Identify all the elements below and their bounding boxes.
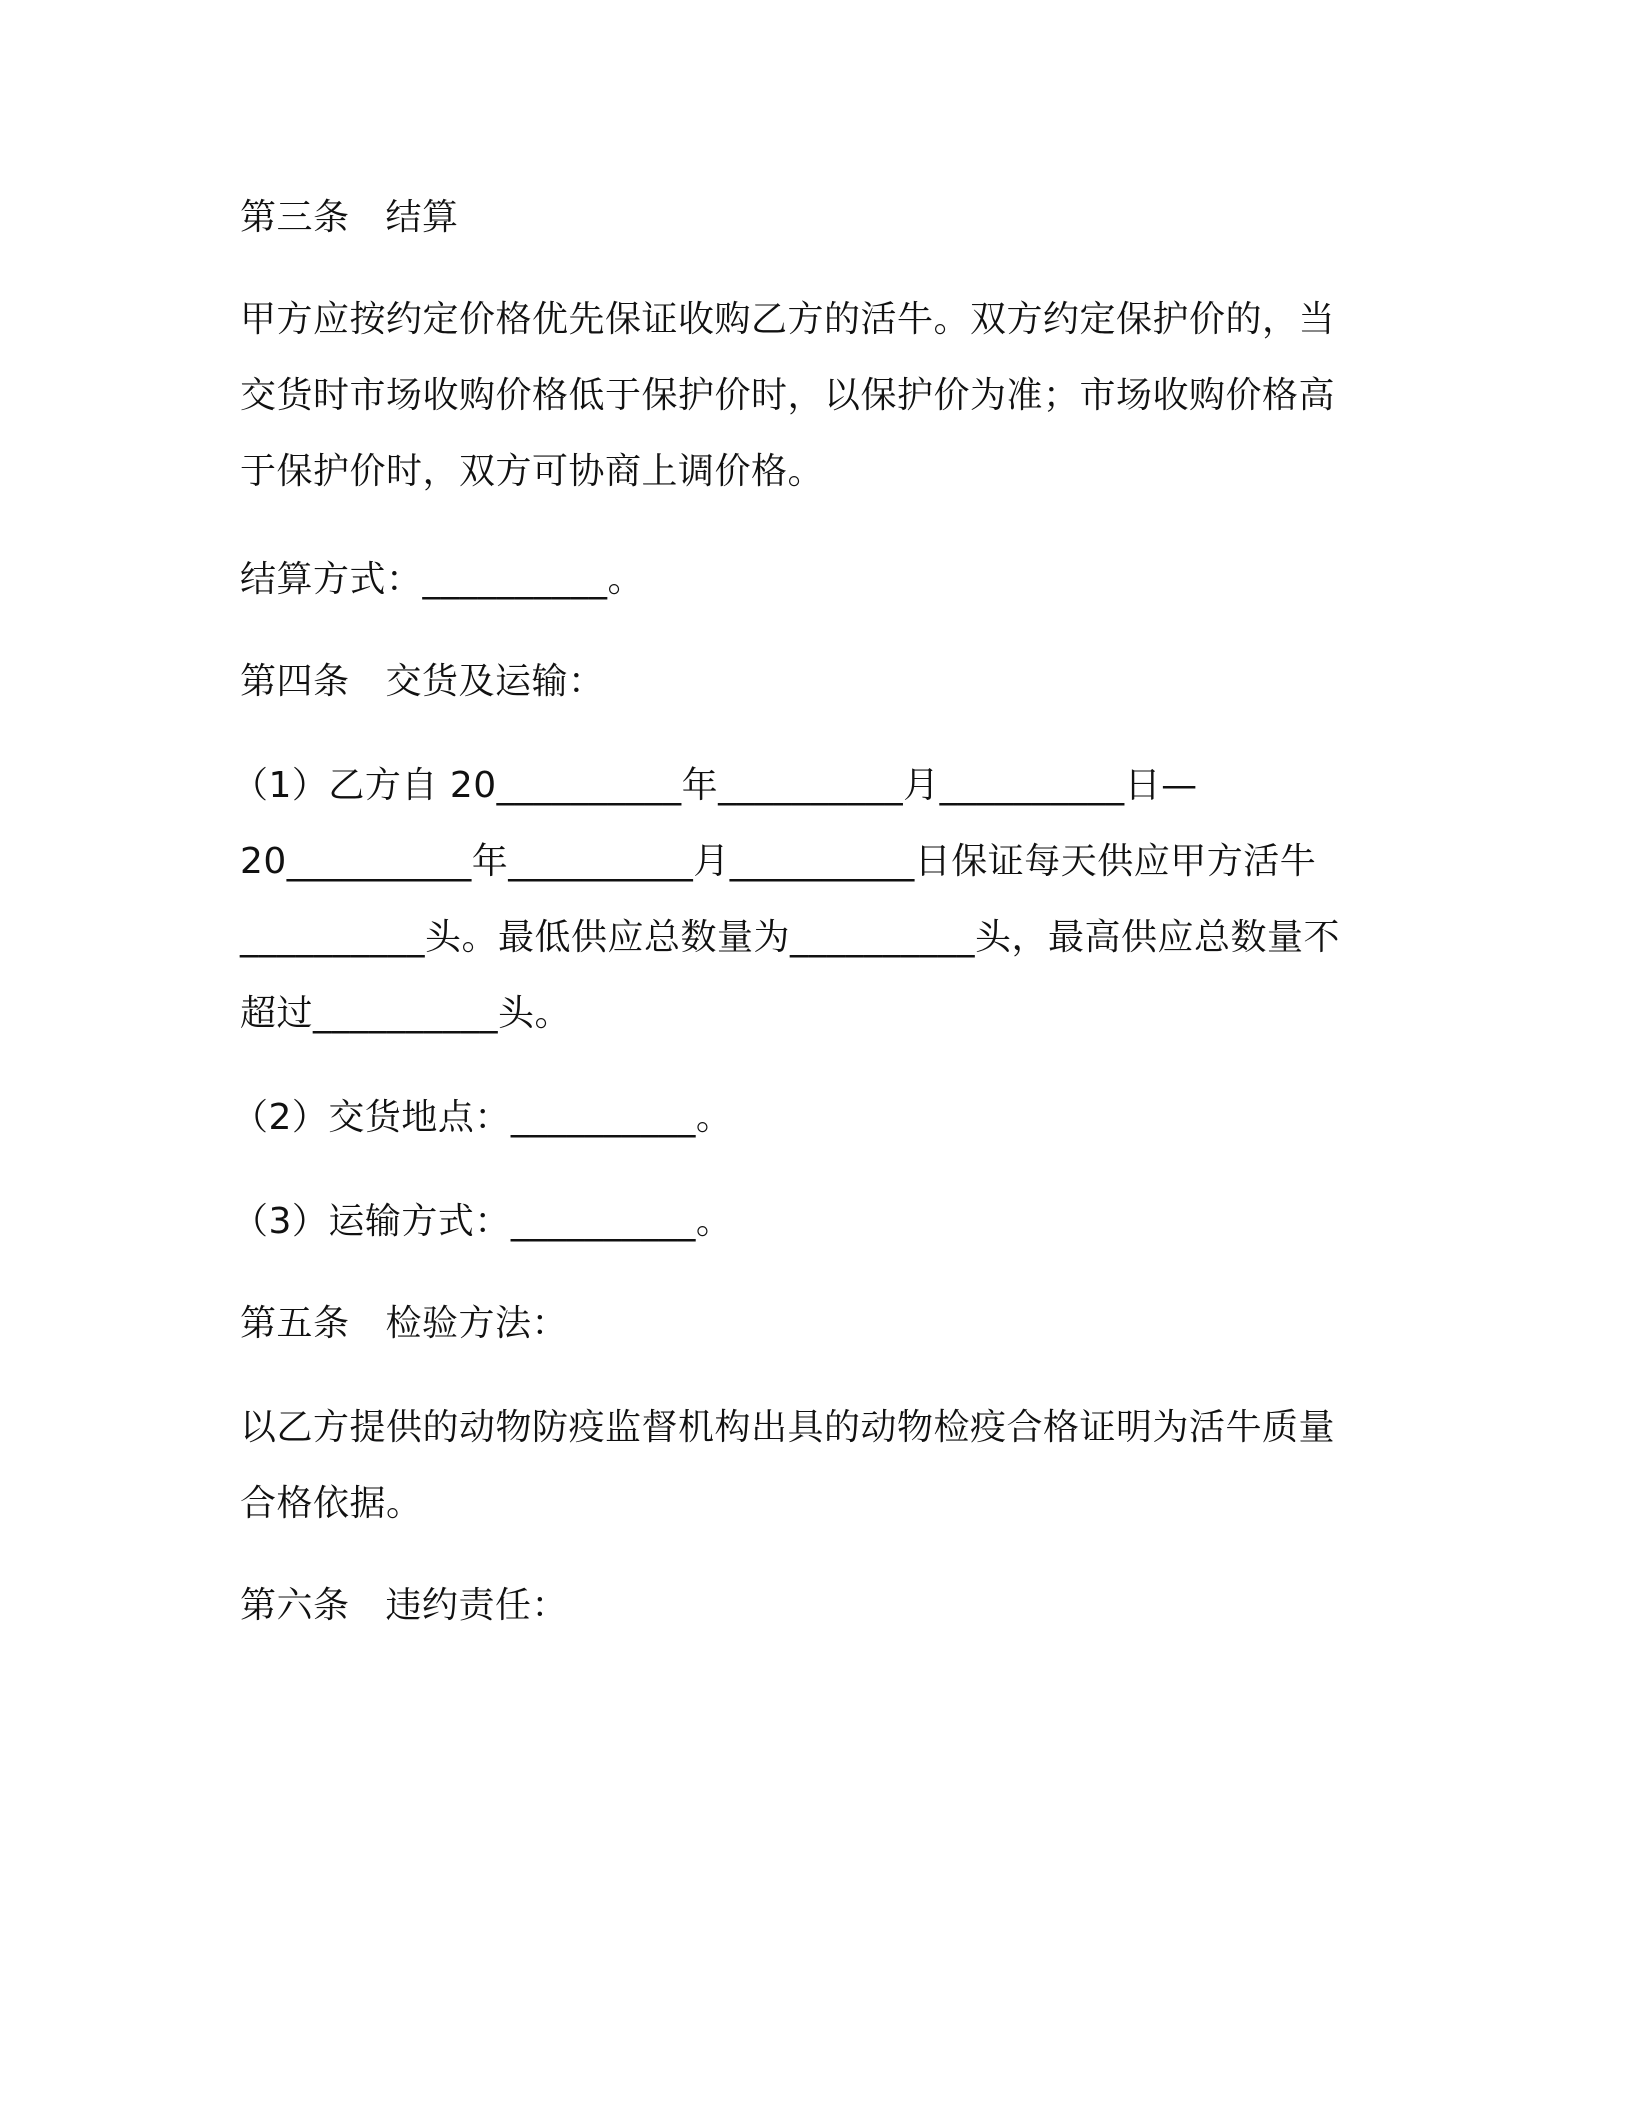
article3-para-line-2: 交货时市场收购价格低于保护价时，以保护价为准；市场收购价格高 bbox=[240, 375, 1336, 416]
article5-para-line-2: 合格依据。 bbox=[240, 1483, 423, 1524]
article4-heading bbox=[240, 660, 1400, 704]
article3-title: 结算 bbox=[385, 197, 459, 238]
article4-title: 交货及运输： bbox=[385, 661, 605, 702]
settlement-method-line: 结算方式：__________。 bbox=[240, 559, 645, 600]
article4-item1-line-1: （1）乙方自 20__________年__________月__________日— bbox=[232, 765, 1198, 806]
article3-heading bbox=[240, 196, 1400, 240]
article5-heading bbox=[240, 1302, 1400, 1346]
article6-number: 第六条 bbox=[240, 1585, 350, 1626]
article3-para-line-1: 甲方应按约定价格优先保证收购乙方的活牛。双方约定保护价的，当 bbox=[240, 299, 1336, 340]
article4-item3: （3）运输方式：__________。 bbox=[232, 1201, 733, 1242]
article4-number: 第四条 bbox=[240, 661, 350, 702]
article4-item1-line-4: 超过__________头。 bbox=[240, 993, 572, 1034]
article5-para-line-1: 以乙方提供的动物防疫监督机构出具的动物检疫合格证明为活牛质量 bbox=[240, 1407, 1336, 1448]
article3-number: 第三条 bbox=[240, 197, 350, 238]
article4-item2: （2）交货地点：__________。 bbox=[232, 1097, 733, 1138]
article3-para-line-3: 于保护价时，双方可协商上调价格。 bbox=[240, 451, 825, 492]
article6-heading bbox=[240, 1584, 1400, 1628]
article4-item1-line-3: __________头。最低供应总数量为__________头，最高供应总数量不 bbox=[240, 917, 1341, 958]
article5-title: 检验方法： bbox=[385, 1303, 569, 1344]
article6-title: 违约责任： bbox=[385, 1585, 569, 1626]
article5-number: 第五条 bbox=[240, 1303, 350, 1344]
article4-item1-line-2: 20__________年__________月__________日保证每天供应甲方活牛 bbox=[240, 841, 1317, 882]
